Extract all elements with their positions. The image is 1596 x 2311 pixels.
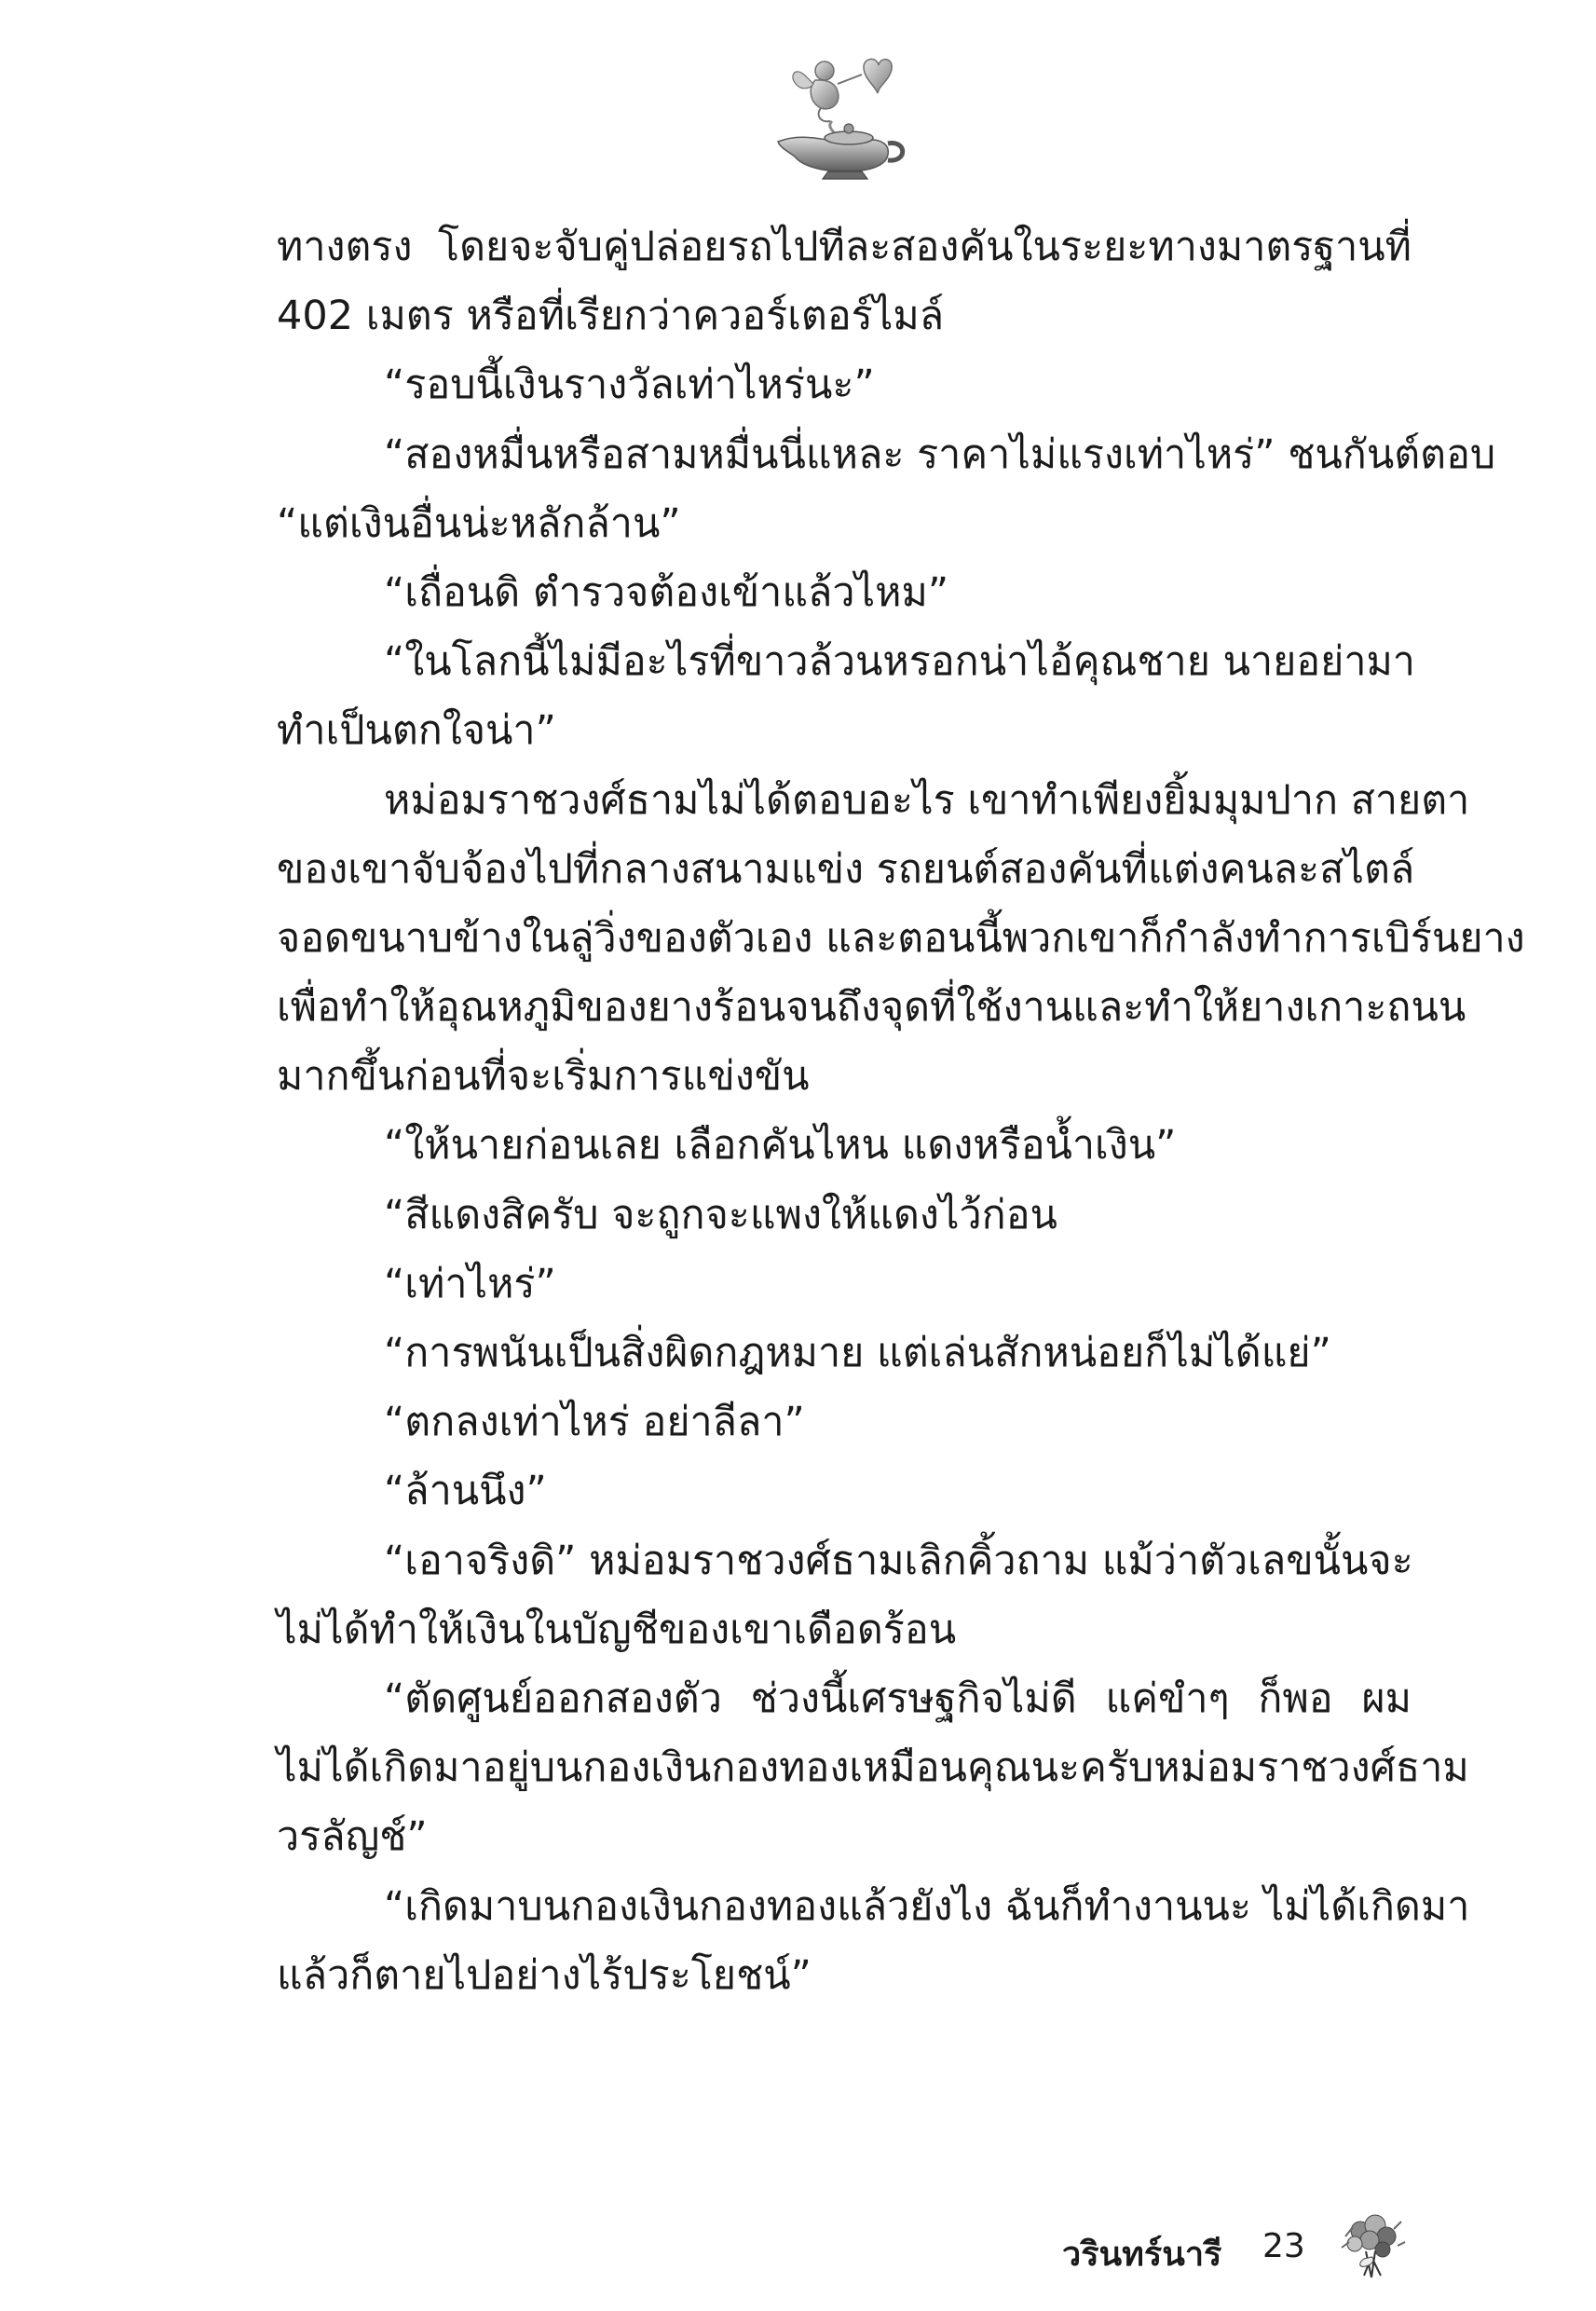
- text-line: ทำเป็นตกใจน่า”: [277, 707, 556, 755]
- text-line: “ตัดศูนย์ออกสองตัว ช่วงนี้เศรษฐกิจไม่ดี แค่ขำๆ ก็พอ ผม: [384, 1675, 1412, 1722]
- text-line: “ล้านนึง”: [384, 1468, 547, 1515]
- text-line: มากขึ้นก่อนที่จะเริ่มการแข่งขัน: [277, 1053, 810, 1101]
- text-line: “เท่าไหร่”: [384, 1260, 556, 1307]
- text-line: “ตกลงเท่าไหร่ อย่าลีลา”: [384, 1399, 805, 1446]
- text-line: ไม่ได้เกิดมาอยู่บนกองเงินกองทองเหมือนคุณนะครับหม่อมราชวงศ์ธาม: [277, 1744, 1469, 1792]
- body-text: [277, 212, 1525, 2010]
- page-number: 23: [1262, 2227, 1305, 2265]
- text-line: “รอบนี้เงินรางวัลเท่าไหร่นะ”: [384, 362, 875, 409]
- text-line: ทางตรง โดยจะจับคู่ปล่อยรถไปทีละสองคันในระยะทางมาตรฐานที่: [277, 224, 1412, 270]
- text-line: “แต่เงินอื่นน่ะหลักล้าน”: [277, 499, 681, 547]
- text-line: “เอาจริงดิ” หม่อมราชวงศ์ธามเลิกคิ้วถาม แม้ว่าตัวเลขนั้นจะ: [384, 1537, 1413, 1584]
- text-line: ไม่ได้ทำให้เงินในบัญชีของเขาเดือดร้อน: [277, 1606, 957, 1653]
- text-line: “การพนันเป็นสิ่งผิดกฎหมาย แต่เล่นสักหน่อยก็ไม่ได้แย่”: [384, 1330, 1331, 1376]
- text-line: จอดขนาบข้างในลู่วิ่งของตัวเอง และตอนนี้พวกเขาก็กำลังทำการเบิร์นยาง: [277, 914, 1525, 962]
- text-line: “เกิดมาบนกองเงินกองทองแล้วยังไง ฉันก็ทำงานนะ ไม่ได้เกิดมา: [384, 1882, 1470, 1930]
- text-line: “เถื่อนดิ ตำรวจต้องเข้าแล้วไหม”: [384, 568, 949, 616]
- page-footer: [1062, 2210, 1453, 2285]
- flower-bouquet-icon: [1332, 2210, 1412, 2285]
- text-line: “สองหมื่นหรือสามหมื่นนี่แหละ ราคาไม่แรงเท่าไหร่” ชนกันต์ตอบ: [384, 431, 1496, 478]
- text-line: “ให้นายก่อนเลย เลือกคันไหน แดงหรือน้ำเงิน”: [384, 1122, 1177, 1169]
- text-line: วรลัญช์”: [277, 1813, 428, 1861]
- text-line: เพื่อทำให้อุณหภูมิของยางร้อนจนถึงจุดที่ใช้งานและทำให้ยางเกาะถนน: [277, 984, 1466, 1032]
- text-line: “ในโลกนี้ไม่มีอะไรที่ขาวล้วนหรอกน่าไอ้คุณชาย นายอย่ามา: [384, 638, 1415, 686]
- book-title: วรินทร์นารี: [1062, 2236, 1222, 2274]
- text-line: แล้วก็ตายไปอย่างไร้ประโยชน์”: [277, 1951, 812, 1999]
- text-line: 402 เมตร หรือที่เรียกว่าควอร์เตอร์ไมล์: [277, 293, 945, 340]
- text-line: ของเขาจับจ้องไปที่กลางสนามแข่ง รถยนต์สองคันที่แต่งคนละสไตล์: [277, 845, 1415, 893]
- genie-lamp-icon: [759, 47, 918, 182]
- text-line: “สีแดงสิครับ จะถูกจะแพงให้แดงไว้ก่อน: [384, 1191, 1057, 1238]
- text-line: หม่อมราชวงศ์ธามไม่ได้ตอบอะไร เขาทำเพียงยิ้มมุมปาก สายตา: [384, 776, 1470, 824]
